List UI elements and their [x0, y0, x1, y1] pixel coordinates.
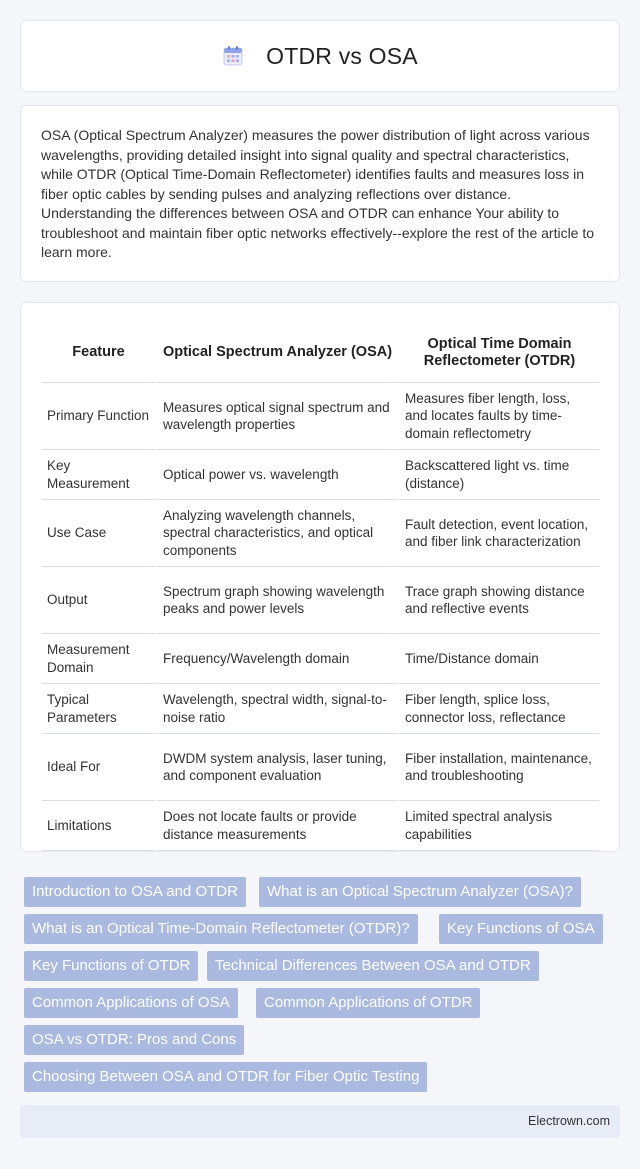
header-feature: Feature — [42, 323, 155, 383]
topic-link[interactable]: Common Applications of OTDR — [256, 988, 480, 1018]
topic-link[interactable]: OSA vs OTDR: Pros and Cons — [24, 1025, 244, 1055]
topic-link[interactable]: Choosing Between OSA and OTDR for Fiber Optic Testing — [24, 1062, 427, 1092]
table-row — [42, 383, 599, 450]
title-row — [222, 43, 418, 70]
footer-site-name[interactable]: Electrown.com — [528, 1114, 610, 1128]
cell-otdr: Measures fiber length, loss, and locates faults by time-domain reflectometry — [397, 383, 599, 450]
topic-link[interactable]: Common Applications of OSA — [24, 988, 238, 1018]
cell-osa: Spectrum graph showing wavelength peaks and power levels — [155, 567, 397, 634]
cell-osa: Optical power vs. wavelength — [155, 450, 397, 500]
cell-osa: Does not locate faults or provide distance measurements — [155, 801, 397, 851]
topic-link[interactable]: What is an Optical Spectrum Analyzer (OSA)? — [259, 877, 581, 907]
cell-feature: Ideal For — [42, 734, 155, 801]
table-row — [42, 634, 599, 684]
cell-otdr: Fiber installation, maintenance, and troubleshooting — [397, 734, 599, 801]
table-row — [42, 567, 599, 634]
header-osa: Optical Spectrum Analyzer (OSA) — [155, 323, 397, 383]
cell-otdr: Fiber length, splice loss, connector loss, reflectance — [397, 684, 599, 734]
cell-osa: DWDM system analysis, laser tuning, and component evaluation — [155, 734, 397, 801]
intro-card — [20, 105, 620, 282]
cell-otdr: Backscattered light vs. time (distance) — [397, 450, 599, 500]
cell-feature: Output — [42, 567, 155, 634]
topic-link[interactable]: Key Functions of OSA — [439, 914, 603, 944]
cell-otdr: Trace graph showing distance and reflective events — [397, 567, 599, 634]
cell-feature: Use Case — [42, 500, 155, 567]
cell-osa: Frequency/Wavelength domain — [155, 634, 397, 684]
comparison-card — [20, 302, 620, 852]
topic-link[interactable]: Key Functions of OTDR — [24, 951, 198, 981]
topic-link[interactable]: Technical Differences Between OSA and OTDR — [207, 951, 539, 981]
page-title: OTDR vs OSA — [266, 42, 418, 69]
cell-feature: Key Measurement — [42, 450, 155, 500]
cell-otdr: Time/Distance domain — [397, 634, 599, 684]
cell-otdr: Fault detection, event location, and fiber link characterization — [397, 500, 599, 567]
cell-osa: Measures optical signal spectrum and wavelength properties — [155, 383, 397, 450]
topic-link[interactable]: What is an Optical Time-Domain Reflectometer (OTDR)? — [24, 914, 418, 944]
title-card — [20, 20, 620, 92]
table-header-row — [42, 323, 599, 383]
table-row — [42, 734, 599, 801]
table-row — [42, 450, 599, 500]
cell-feature: Measurement Domain — [42, 634, 155, 684]
intro-paragraph: OSA (Optical Spectrum Analyzer) measures the power distribution of light across various wavelengths, providing detailed insight into signal quality and spectral characteristics, while OTDR (Optical Time-Domain Reflectometer) identifies faults and measures loss in fiber optic cables by sending pulses and analyzing reflections over distance. Understanding the differences between OSA and OTDR can enhance Your ability to troubleshoot and maintain fiber optic networks effectively--explore the rest of the article to learn more. — [41, 127, 595, 260]
header-otdr: Optical Time Domain Reflectometer (OTDR) — [397, 323, 599, 383]
cell-feature: Primary Function — [42, 383, 155, 450]
table-row — [42, 684, 599, 734]
cell-feature: Limitations — [42, 801, 155, 851]
cell-osa: Analyzing wavelength channels, spectral characteristics, and optical components — [155, 500, 397, 567]
topic-link[interactable]: Introduction to OSA and OTDR — [24, 877, 246, 907]
comparison-table — [42, 323, 599, 851]
cell-osa: Wavelength, spectral width, signal-to-noise ratio — [155, 684, 397, 734]
table-row — [42, 801, 599, 851]
footer — [20, 1105, 620, 1138]
cell-otdr: Limited spectral analysis capabilities — [397, 801, 599, 851]
calendar-icon — [222, 45, 244, 67]
table-row — [42, 500, 599, 567]
cell-feature: Typical Parameters — [42, 684, 155, 734]
